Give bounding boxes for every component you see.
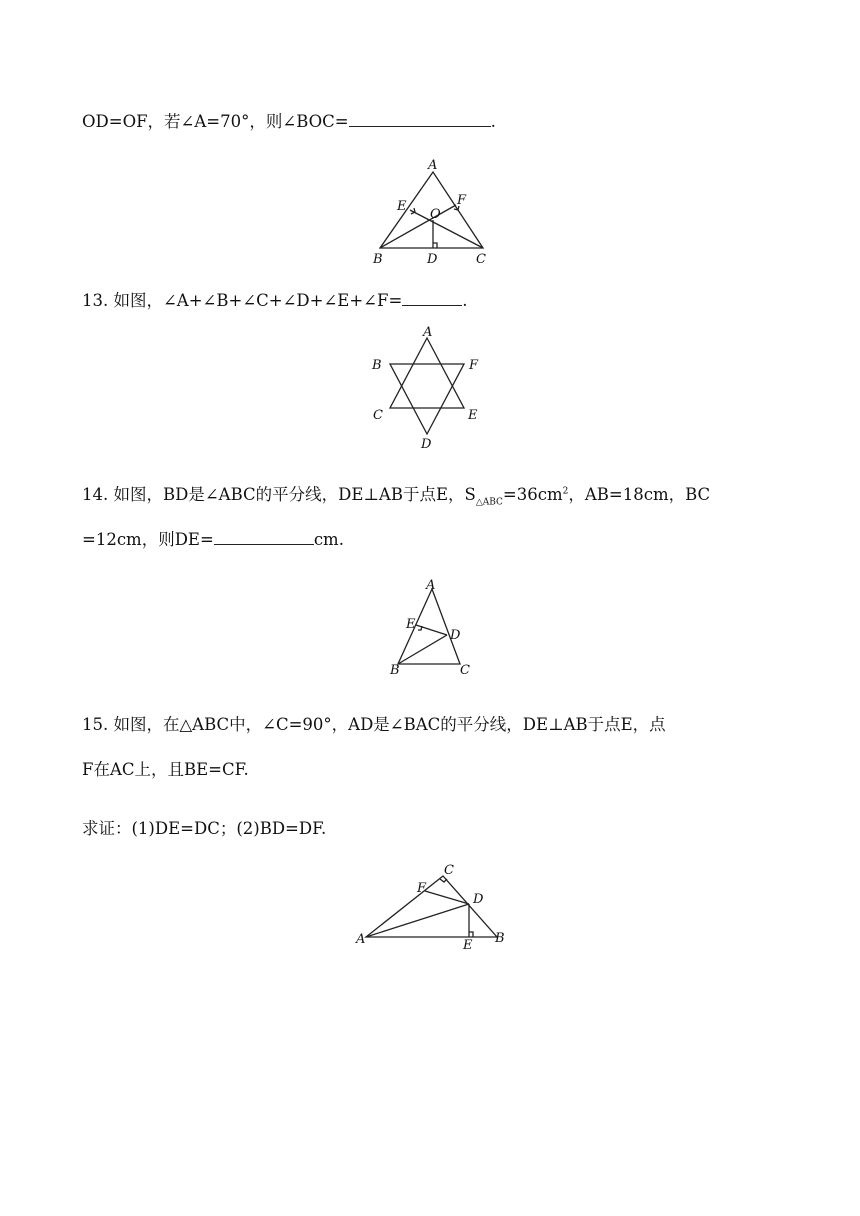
label-e: E xyxy=(468,408,478,423)
label-d: D xyxy=(473,892,484,907)
label-e: E xyxy=(397,199,407,214)
label-c: C xyxy=(476,252,486,267)
q13-text: 13. 如图，∠A+∠B+∠C+∠D+∠E+∠F= xyxy=(82,291,403,310)
label-d: D xyxy=(450,628,461,643)
label-o: O xyxy=(430,207,441,222)
q12-text: OD=OF，若∠A=70°，则∠BOC= xyxy=(82,112,349,131)
q15-line1 xyxy=(82,711,666,735)
label-b: B xyxy=(373,252,383,267)
q12-end: . xyxy=(490,112,496,131)
q14-subscript: △ABC xyxy=(475,497,503,508)
q14-answer-blank[interactable] xyxy=(214,530,314,545)
label-a: A xyxy=(356,932,366,947)
label-f: F xyxy=(457,193,467,208)
q15-line2 xyxy=(82,756,249,780)
label-c: C xyxy=(460,663,470,678)
q15-text-2: F在AC上，且BE=CF. xyxy=(82,760,249,779)
q15-text-3: 求证：(1)DE=DC；(2)BD=DF. xyxy=(82,819,327,838)
figure-q15 xyxy=(352,860,517,955)
label-b: B xyxy=(372,358,382,373)
q14-text-b: =36cm xyxy=(502,485,563,504)
figure-q14 xyxy=(386,575,486,680)
q12-line xyxy=(82,108,496,132)
q14-text-c: ，AB=18cm，BC xyxy=(568,485,711,504)
label-f: F xyxy=(417,881,427,896)
segment-bf xyxy=(380,205,456,248)
label-a: A xyxy=(423,325,433,340)
q14-text-a: 14. 如图，BD是∠ABC的平分线，DE⊥AB于点E，S xyxy=(82,485,476,504)
q14-text-d: =12cm，则DE= xyxy=(82,530,214,549)
segment-ad xyxy=(366,904,469,937)
label-a: A xyxy=(428,158,438,173)
label-d: D xyxy=(421,437,432,452)
label-d: D xyxy=(427,252,438,267)
segment-ce xyxy=(410,210,483,248)
label-c: C xyxy=(373,408,383,423)
q14-line2 xyxy=(82,526,344,550)
label-e: E xyxy=(463,938,473,953)
triangle-bdf xyxy=(390,364,464,434)
q13-answer-blank[interactable] xyxy=(402,291,462,306)
q15-line3 xyxy=(82,815,326,839)
label-b: B xyxy=(495,931,505,946)
label-e: E xyxy=(406,617,416,632)
q15-text-1: 15. 如图，在△ABC中，∠C=90°，AD是∠BAC的平分线，DE⊥AB于点E，点 xyxy=(82,715,666,734)
q14-superscript: 2 xyxy=(562,486,569,497)
label-b: B xyxy=(390,663,400,678)
segment-bd xyxy=(398,635,447,664)
label-f: F xyxy=(469,358,479,373)
label-a: A xyxy=(426,578,436,593)
q13-line xyxy=(82,287,468,311)
right-angle-c xyxy=(440,879,447,882)
triangle-ace xyxy=(390,338,464,408)
figure-q12 xyxy=(370,155,500,270)
q14-text-e: cm. xyxy=(313,530,344,549)
q13-end: . xyxy=(462,291,468,310)
q12-answer-blank[interactable] xyxy=(349,112,491,127)
label-c: C xyxy=(444,863,454,878)
q14-line1 xyxy=(82,481,710,507)
figure-q13 xyxy=(368,322,488,454)
